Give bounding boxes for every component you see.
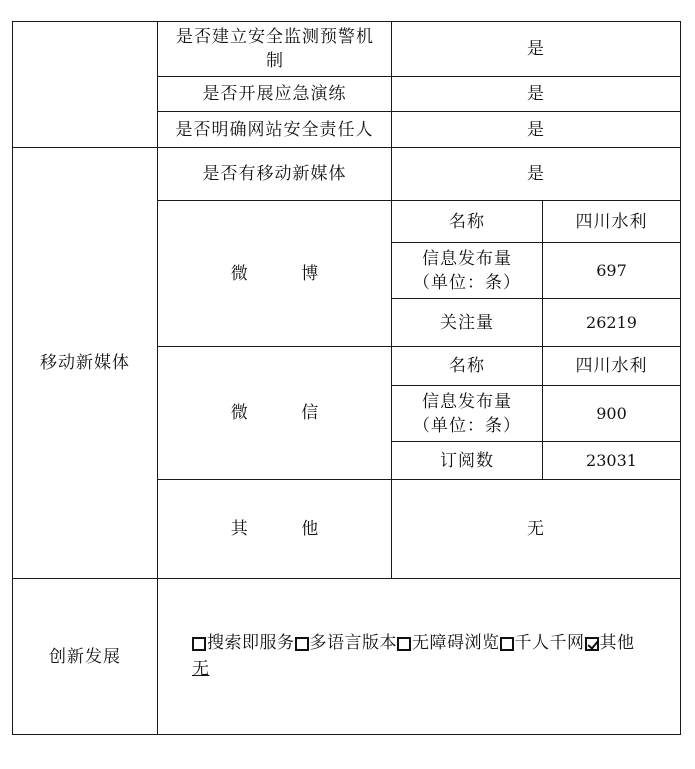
other-option-value: 无 [192, 659, 210, 679]
wechat-subscribers-label [392, 442, 542, 479]
weibo-posts-value [543, 243, 680, 298]
responsible-value-text: 是 [527, 119, 545, 140]
option-label: 多语言版本 [309, 633, 397, 653]
weibo-followers-label-text: 关注量 [440, 312, 494, 333]
wechat-name-label [392, 347, 542, 385]
wechat-posts-label-line1: 信息发布量 [422, 391, 512, 412]
has-mobile-value [392, 148, 680, 200]
wechat-label [158, 347, 391, 479]
weibo-name-value-text: 四川水利 [575, 211, 648, 232]
weibo-followers-value-text: 26219 [586, 312, 637, 332]
weibo-label [158, 201, 391, 346]
innovation-label-text: 创新发展 [49, 646, 121, 667]
other-media-label-text: 其 他 [230, 519, 343, 539]
wechat-posts-value-text: 900 [596, 403, 627, 423]
weibo-name-label [392, 201, 542, 242]
drill-value [392, 77, 680, 111]
wechat-posts-value [543, 386, 680, 441]
weibo-label-text: 微 博 [230, 263, 343, 284]
option-label: 其他 [599, 633, 635, 653]
checkbox-icon[interactable] [397, 637, 411, 651]
option-personalized[interactable] [500, 633, 585, 653]
checkbox-icon[interactable] [192, 637, 206, 651]
wechat-label-text: 微 信 [230, 403, 343, 423]
has-mobile-value-text: 是 [527, 164, 545, 184]
innovation-options [192, 630, 682, 682]
other-media-label [158, 480, 391, 578]
option-label: 无障碍浏览 [412, 633, 500, 653]
rule [680, 21, 681, 735]
wechat-subscribers-label-text: 订阅数 [440, 450, 494, 471]
weibo-posts-label-line1: 信息发布量 [422, 248, 512, 269]
wechat-subscribers-value [543, 442, 680, 479]
weibo-posts-label [392, 243, 542, 298]
option-search-service[interactable] [192, 633, 295, 653]
wechat-name-label-text: 名称 [449, 356, 485, 376]
monitoring-label-text: 是否建立安全监测预警机制 [176, 27, 374, 71]
drill-label-text: 是否开展应急演练 [202, 84, 347, 104]
option-accessibility[interactable] [397, 633, 500, 653]
wechat-name-value-text: 四川水利 [575, 356, 648, 376]
other-media-value-text: 无 [527, 519, 545, 539]
weibo-followers-value [543, 299, 680, 346]
weibo-name-value [543, 201, 680, 242]
drill-label [158, 77, 391, 111]
monitoring-value [392, 22, 680, 76]
wechat-subscribers-value-text: 23031 [586, 450, 637, 470]
has-mobile-label [158, 148, 391, 200]
mobile-section-label-text: 移动新媒体 [40, 353, 130, 373]
responsible-label [158, 112, 391, 147]
other-media-value [392, 480, 680, 578]
has-mobile-label-text: 是否有移动新媒体 [202, 164, 347, 184]
rule [12, 734, 681, 735]
option-label: 搜索即服务 [207, 633, 295, 653]
option-other[interactable] [585, 633, 635, 653]
option-multilingual[interactable] [295, 633, 398, 653]
weibo-name-label-text: 名称 [449, 211, 485, 232]
wechat-posts-label [392, 386, 542, 441]
weibo-posts-value-text: 697 [596, 260, 627, 280]
weibo-posts-label-line2: （单位：条） [413, 272, 521, 293]
monitoring-value-text: 是 [527, 39, 545, 59]
weibo-followers-label [392, 299, 542, 346]
checked-checkbox-icon[interactable] [585, 637, 599, 651]
wechat-name-value [543, 347, 680, 385]
responsible-value [392, 112, 680, 147]
innovation-label [13, 579, 157, 734]
responsible-label-text: 是否明确网站安全责任人 [175, 119, 374, 140]
option-label: 千人千网 [514, 633, 585, 653]
drill-value-text: 是 [527, 84, 545, 104]
mobile-section-label [13, 148, 157, 578]
monitoring-label [170, 22, 380, 76]
checkbox-icon[interactable] [295, 637, 309, 651]
wechat-posts-label-line2: （单位：条） [413, 415, 521, 436]
checkbox-icon[interactable] [500, 637, 514, 651]
